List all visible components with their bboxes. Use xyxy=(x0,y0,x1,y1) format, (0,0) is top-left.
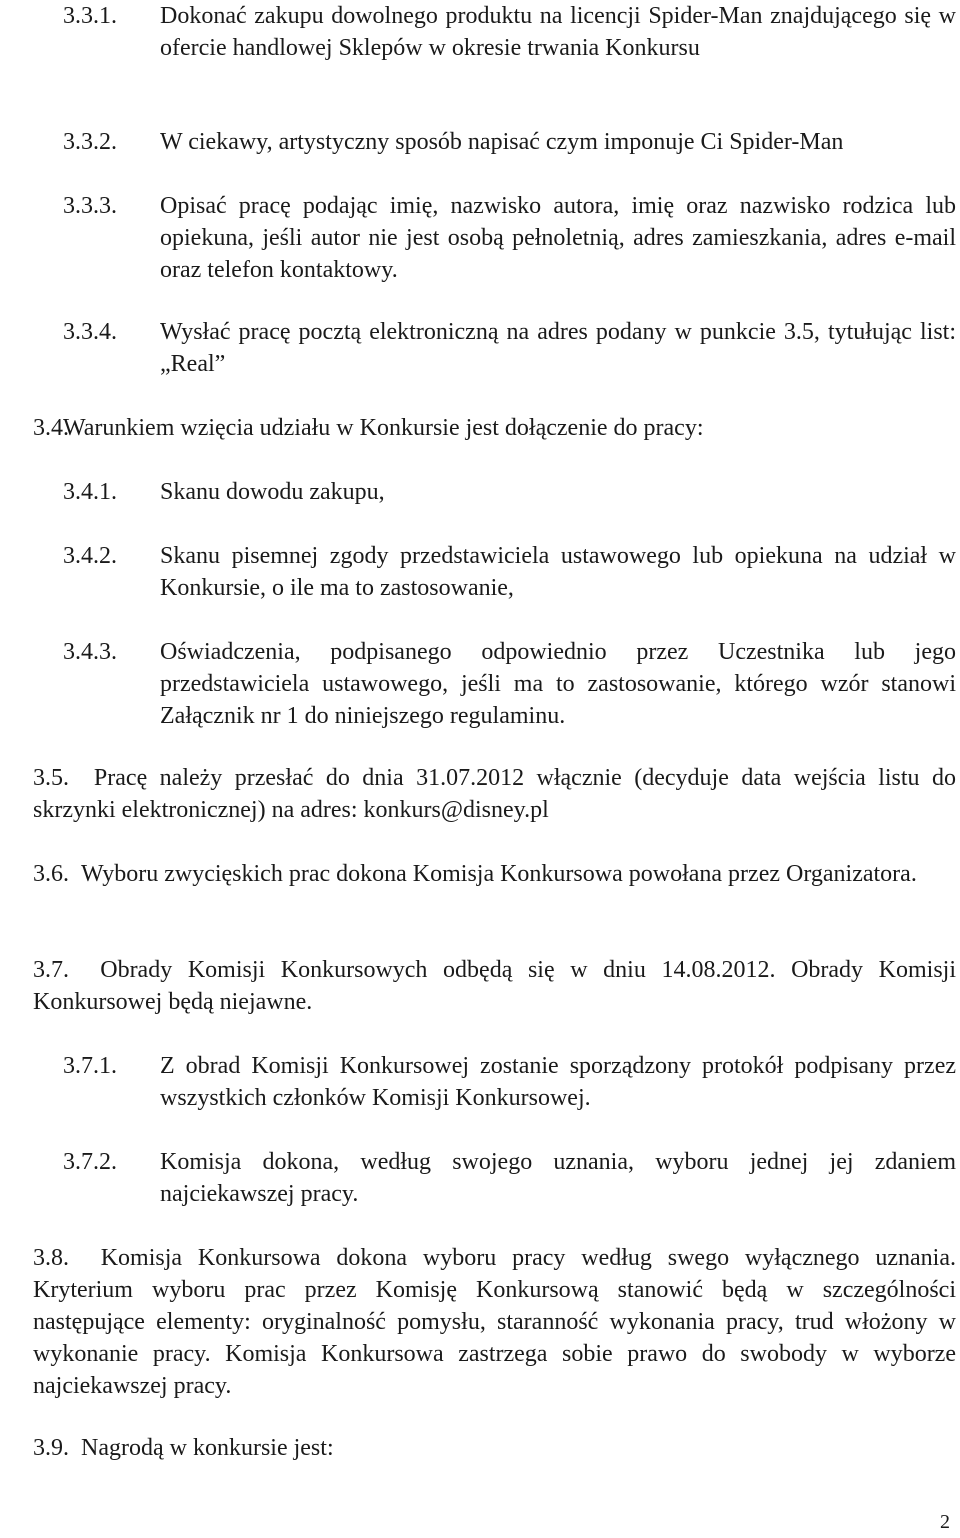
clause-text: Pracę należy przesłać do dnia 31.07.2012 włącznie (decyduje data wejścia listu do skrzynki elektronicznej) na adres: konkurs@disney.pl xyxy=(33,765,956,823)
clause-text: Oświadczenia, podpisanego odpowiednio przez Uczestnika lub jego przedstawiciela ustawowego, jeśli ma to zastosowanie, którego wzór stanowi Załącznik nr 1 do niniejszego regulaminu. xyxy=(160,639,956,729)
clause-text: Opisać pracę podając imię, nazwisko autora, imię oraz nazwisko rodzica lub opiekuna, jeśli autor nie jest osobą pełnoletnią, adres zamieszkania, adres e-mail oraz telefon kontaktowy. xyxy=(160,193,956,283)
clause-number: 3.9. xyxy=(33,1435,69,1461)
clause-number: 3.8. xyxy=(33,1245,69,1271)
clause-number: 3.7.1. xyxy=(63,1053,117,1079)
clause-text: Dokonać zakupu dowolnego produktu na licencji Spider-Man znajdującego się w ofercie handlowej Sklepów w okresie trwania Konkursu xyxy=(160,3,956,61)
clause-number: 3.4. xyxy=(33,415,69,441)
clause-text: Wysłać pracę pocztą elektroniczną na adres podany w punkcie 3.5, tytułując list: „Real” xyxy=(160,319,956,377)
clause-text: Obrady Komisji Konkursowych odbędą się w dniu 14.08.2012. Obrady Komisji Konkursowej będą niejawne. xyxy=(33,957,956,1015)
clause-text: W ciekawy, artystyczny sposób napisać czym imponuje Ci Spider-Man xyxy=(160,129,844,155)
clause-paragraph xyxy=(33,1432,956,1464)
clause-paragraph xyxy=(33,762,956,826)
clause-number: 3.7. xyxy=(33,957,69,983)
clause-paragraph xyxy=(33,954,956,1018)
clause-number: 3.3.1. xyxy=(63,3,117,29)
clause-number: 3.7.2. xyxy=(63,1149,117,1175)
clause-number: 3.4.3. xyxy=(63,639,117,665)
clause-number: 3.3.2. xyxy=(63,129,117,155)
clause-text: Komisja dokona, według swojego uznania, wyboru jednej jej zdaniem najciekawszej pracy. xyxy=(160,1149,956,1207)
clause-text: Skanu pisemnej zgody przedstawiciela ustawowego lub opiekuna na udział w Konkursie, o ile ma to zastosowanie, xyxy=(160,543,956,601)
clause-text: Skanu dowodu zakupu, xyxy=(160,479,385,505)
clause-text: Komisja Konkursowa dokona wyboru pracy według swego wyłącznego uznania. Kryterium wyboru prac przez Komisję Konkursową stanowić będą w szczególności następujące elementy: oryginalność pomysłu, staranność wykonania pracy, trud włożony w wykonanie pracy. Komisja Konkursowa zastrzega sobie prawo do swobody w wyborze najciekawszej pracy. xyxy=(33,1245,957,1399)
clause-paragraph xyxy=(33,858,956,890)
clause-paragraph xyxy=(33,1242,956,1402)
clause-number: 3.3.3. xyxy=(63,193,117,219)
clause-number: 3.6. xyxy=(33,861,69,887)
clause-text: Warunkiem wzięcia udziału w Konkursie jest dołączenie do pracy: xyxy=(63,415,704,441)
clause-number: 3.5. xyxy=(33,765,69,791)
clause-number: 3.3.4. xyxy=(63,319,117,345)
clause-text: Z obrad Komisji Konkursowej zostanie sporządzony protokół podpisany przez wszystkich członków Komisji Konkursowej. xyxy=(160,1053,956,1111)
clause-text: Wyboru zwycięskich prac dokona Komisja Konkursowa powołana przez Organizatora. xyxy=(81,861,917,887)
page-number: 2 xyxy=(940,1511,950,1533)
clause-number: 3.4.2. xyxy=(63,543,117,569)
clause-text: Nagrodą w konkursie jest: xyxy=(81,1435,334,1461)
clause-number: 3.4.1. xyxy=(63,479,117,505)
